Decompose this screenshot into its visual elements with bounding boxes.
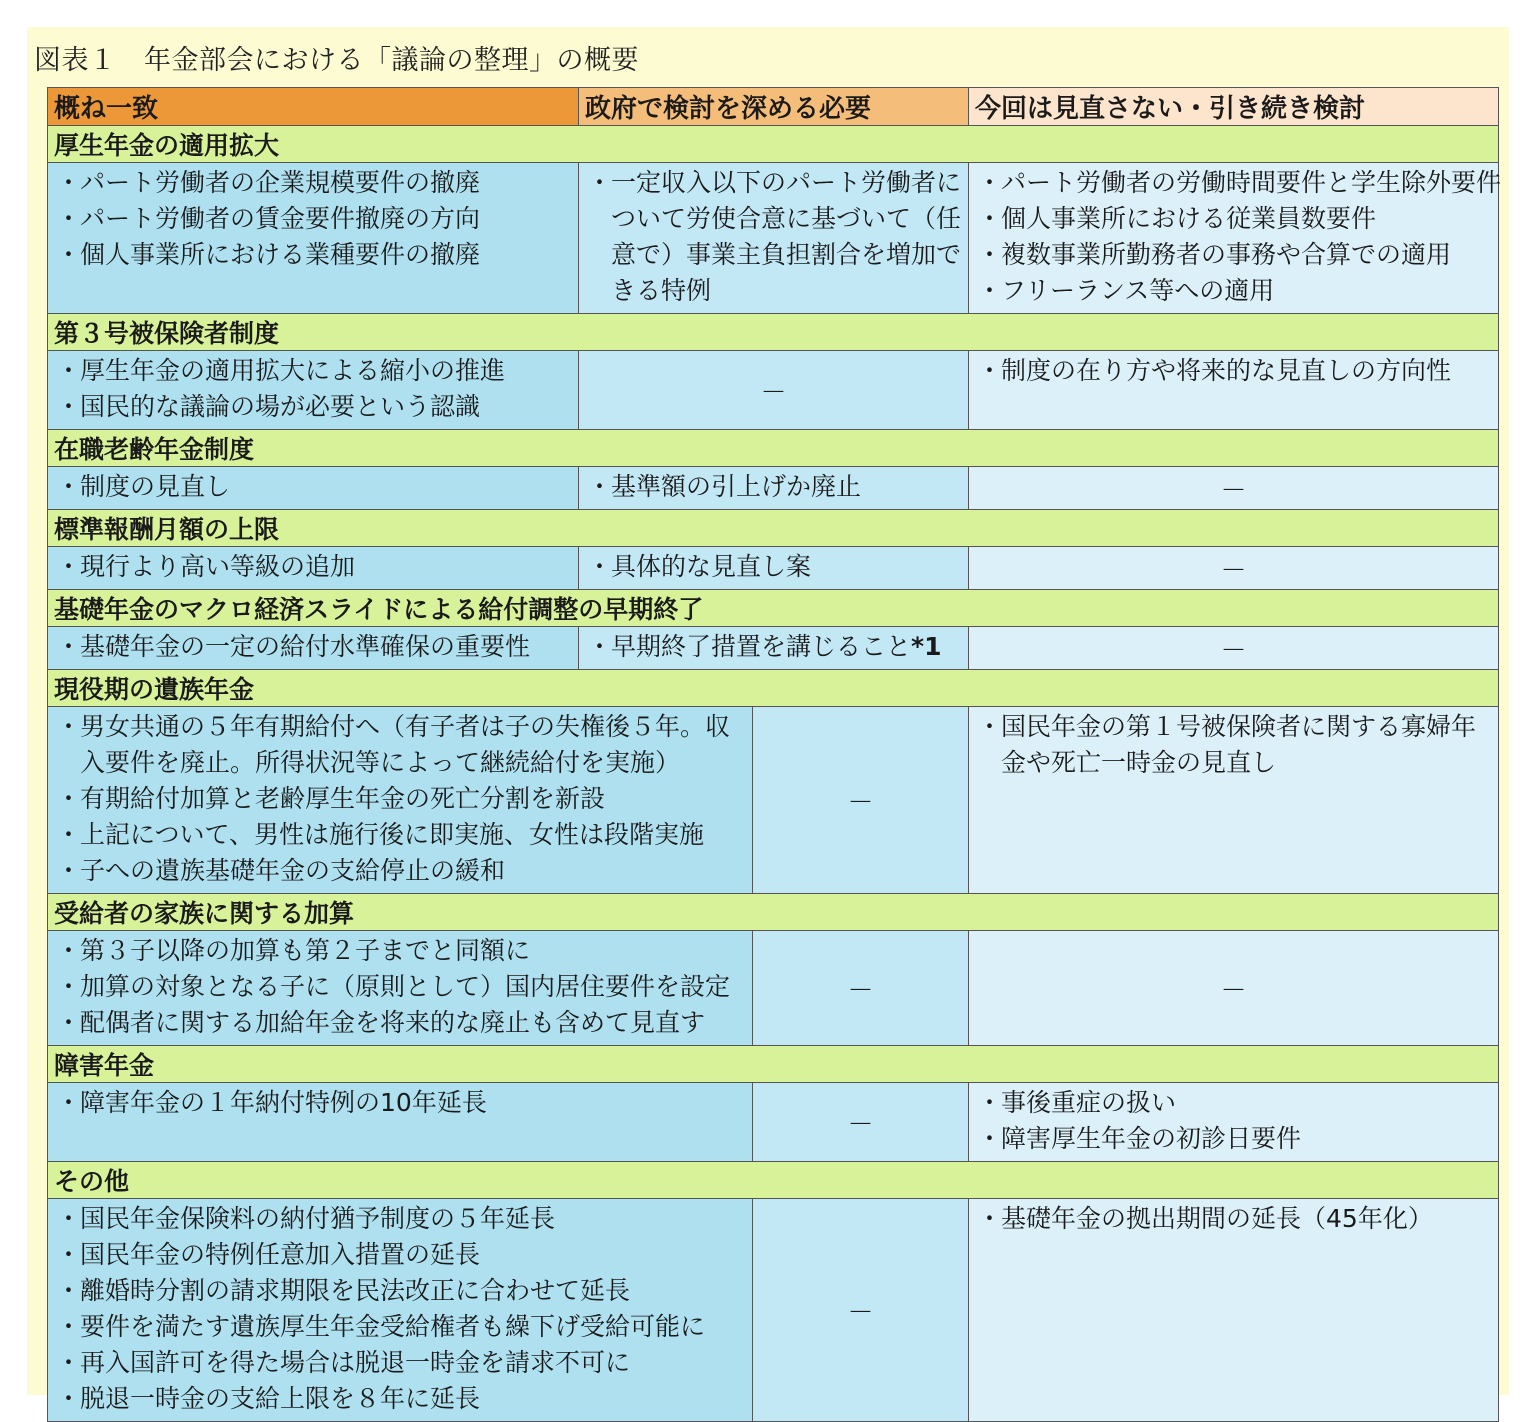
list-item: ・ パート労働者の労働時間要件と学生除外要件 [977,165,1494,201]
summary-table [47,87,1502,1422]
list-item: ・ 個人事業所における業種要件の撤廃 [56,237,574,273]
section-heading: 在職老齢年金制度 [48,430,1499,467]
list-item: ・ 再入国許可を得た場合は脱退一時金を請求不可に [56,1345,748,1381]
list-item: ・ パート労働者の賃金要件撤廃の方向 [56,201,574,237]
gov-cell-empty: － [753,707,969,894]
later-cell [969,1199,1499,1422]
footnote-marker: *1 [911,632,942,661]
gov-cell-empty: － [753,1199,969,1422]
list-item: ・ 国民的な議論の場が必要という認識 [56,389,574,425]
table-row [48,467,1499,510]
agree-cell [48,931,753,1046]
list-item: ・ 障害年金の１年納付特例の10年延長 [56,1085,748,1121]
list-item: ・ 複数事業所勤務者の事務や合算での適用 [977,237,1494,273]
table-row [48,163,1499,314]
table-row [48,547,1499,590]
gov-cell-empty: － [753,1083,969,1162]
col-header-gov: 政府で検討を深める必要 [579,88,969,126]
figure-title: 図表１ 年金部会における「議論の整理」の概要 [34,45,639,76]
later-cell [969,351,1499,430]
list-item: ・ 加算の対象となる子に（原則として）国内居住要件を設定 [56,969,748,1005]
gov-cell-empty: － [579,351,969,430]
section-heading: 厚生年金の適用拡大 [48,126,1499,163]
list-item: ・ 厚生年金の適用拡大による縮小の推進 [56,353,574,389]
list-item: ・ 離婚時分割の請求期限を民法改正に合わせて延長 [56,1273,748,1309]
agree-cell [48,1199,753,1422]
list-item: ・ 国民年金の特例任意加入措置の延長 [56,1237,748,1273]
list-item-text: 早期終了措置を講じること [611,632,912,661]
gov-cell [579,467,969,510]
section-heading: 第３号被保険者制度 [48,314,1499,351]
list-item: ・ 男女共通の５年有期給付へ（有子者は子の失権後５年。収入要件を廃止。所得状況等によって継続給付を実施） [56,709,748,781]
agree-cell [48,547,579,590]
list-item: ・ 基準額の引上げか廃止 [587,469,964,505]
agree-cell [48,707,753,894]
gov-cell-empty: － [753,931,969,1046]
table-row [48,707,1499,894]
agree-cell [48,627,579,670]
list-item: ・ 有期給付加算と老齢厚生年金の死亡分割を新設 [56,781,748,817]
list-item: ・ 一定収入以下のパート労働者について労使合意に基づいて（任意で）事業主負担割合を増加できる特例 [587,165,964,309]
later-cell-empty: － [969,547,1499,590]
agree-cell [48,163,579,314]
table-row [48,1083,1499,1162]
list-item: ・ 制度の見直し [56,469,574,505]
table-row [48,627,1499,670]
list-item [587,629,964,665]
list-item: ・ 事後重症の扱い [977,1085,1494,1121]
gov-cell [579,163,969,314]
col-header-agree: 概ね一致 [48,88,579,126]
list-item: ・ 国民年金保険料の納付猶予制度の５年延長 [56,1201,748,1237]
gov-cell [579,547,969,590]
table-row [48,351,1499,430]
section-heading: 標準報酬月額の上限 [48,510,1499,547]
table-row [48,1199,1499,1422]
list-item: ・ 現行より高い等級の追加 [56,549,574,585]
list-item: ・ 個人事業所における従業員数要件 [977,201,1494,237]
list-item: ・ 第３子以降の加算も第２子までと同額に [56,933,748,969]
section-heading: 障害年金 [48,1046,1499,1083]
list-item: ・ 基礎年金の一定の給付水準確保の重要性 [56,629,574,665]
section-heading: 現役期の遺族年金 [48,670,1499,707]
list-item: ・ 具体的な見直し案 [587,549,964,585]
later-cell-empty: － [969,627,1499,670]
list-item: ・ 脱退一時金の支給上限を８年に延長 [56,1381,748,1417]
list-item: ・ 要件を満たす遺族厚生年金受給権者も繰下げ受給可能に [56,1309,748,1345]
col-header-later: 今回は見直さない・引き続き検討 [969,88,1499,126]
list-item: ・ 子への遺族基礎年金の支給停止の緩和 [56,853,748,889]
list-item: ・ 配偶者に関する加給年金を将来的な廃止も含めて見直す [56,1005,748,1041]
later-cell [969,1083,1499,1162]
agree-cell [48,467,579,510]
section-heading: 受給者の家族に関する加算 [48,894,1499,931]
list-item: ・ 上記について、男性は施行後に即実施、女性は段階実施 [56,817,748,853]
header-row [48,88,1499,126]
gov-cell [579,627,969,670]
list-item: ・ パート労働者の企業規模要件の撤廃 [56,165,574,201]
list-item: ・ 制度の在り方や将来的な見直しの方向性 [977,353,1494,389]
later-cell [969,707,1499,894]
table-row [48,931,1499,1046]
list-item: ・ 国民年金の第１号被保険者に関する寡婦年金や死亡一時金の見直し [977,709,1494,781]
list-item: ・ 障害厚生年金の初診日要件 [977,1121,1494,1157]
section-heading: その他 [48,1162,1499,1199]
list-item: ・ フリーランス等への適用 [977,273,1494,309]
later-cell-empty: － [969,467,1499,510]
section-heading: 基礎年金のマクロ経済スライドによる給付調整の早期終了 [48,590,1499,627]
list-item: ・ 基礎年金の拠出期間の延長（45年化） [977,1201,1494,1237]
agree-cell [48,351,579,430]
agree-cell [48,1083,753,1162]
later-cell-empty: － [969,931,1499,1046]
later-cell [969,163,1502,314]
